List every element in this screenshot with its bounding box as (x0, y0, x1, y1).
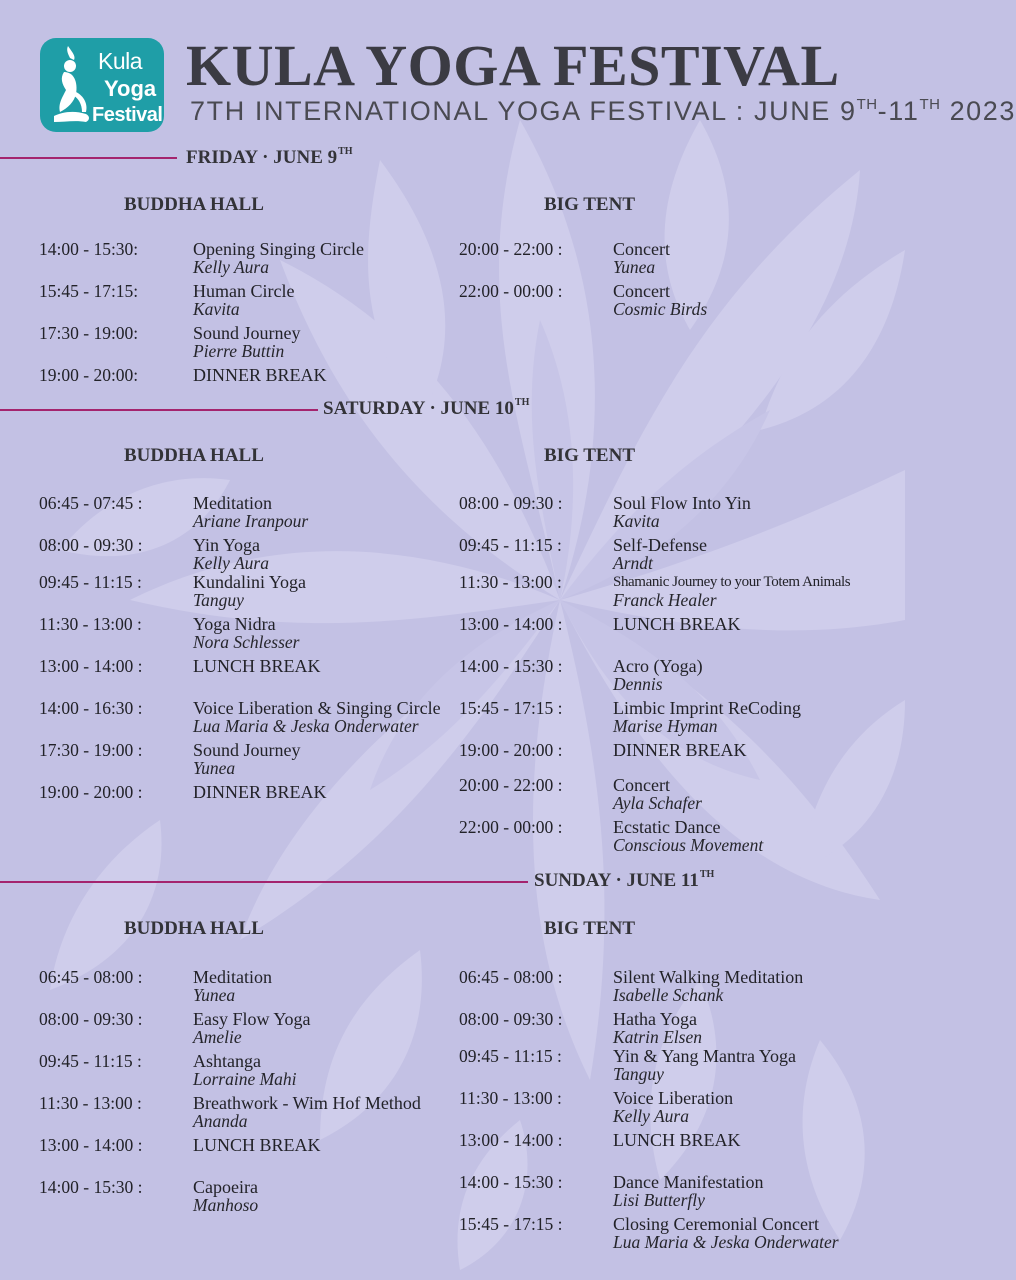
session-activity: Yoga Nidra (193, 614, 276, 634)
session-leader: Nora Schlesser (193, 632, 300, 652)
yoga-pose-icon (46, 42, 98, 128)
session-activity: Human Circle (193, 281, 295, 301)
session-time: 08:00 - 09:30 : (39, 1009, 143, 1029)
session-activity: Capoeira (193, 1177, 258, 1197)
session-time: 15:45 - 17:15: (39, 281, 139, 301)
venue-heading: BUDDHA HALL (124, 194, 264, 215)
session-activity: DINNER BREAK (193, 782, 327, 802)
session-activity: Meditation (193, 493, 272, 513)
session-leader: Yunea (613, 257, 656, 277)
session-activity: Limbic Imprint ReCoding (613, 698, 801, 718)
subtitle-main: 7TH INTERNATIONAL YOGA FESTIVAL : JUNE 9 (190, 96, 857, 126)
session-time: 17:30 - 19:00: (39, 323, 139, 343)
session-activity: Shamanic Journey to your Totem Animals (613, 574, 851, 590)
session-activity: DINNER BREAK (193, 365, 327, 385)
session-leader: Cosmic Birds (613, 299, 708, 319)
day-heading (186, 146, 353, 169)
session-leader: Conscious Movement (613, 835, 764, 855)
session-leader: Manhoso (193, 1195, 259, 1215)
session-leader: Ayla Schafer (613, 793, 702, 813)
session-activity: LUNCH BREAK (613, 1130, 741, 1150)
day-label-sup: TH (699, 869, 715, 880)
session-activity: Concert (613, 239, 670, 259)
session-leader: Tanguy (193, 590, 244, 610)
session-activity: LUNCH BREAK (193, 656, 321, 676)
session-leader: Yunea (193, 758, 236, 778)
session-time: 19:00 - 20:00: (39, 365, 139, 385)
session-time: 08:00 - 09:30 : (39, 535, 143, 555)
session-activity: DINNER BREAK (613, 740, 747, 760)
session-activity: Sound Journey (193, 740, 301, 760)
venue-heading: BUDDHA HALL (124, 445, 264, 466)
session-activity: Ecstatic Dance (613, 817, 721, 837)
session-time: 11:30 - 13:00 : (459, 572, 562, 592)
day-heading (534, 869, 714, 892)
day-label: FRIDAY · JUNE 9 (186, 147, 338, 168)
session-time: 20:00 - 22:00 : (459, 239, 563, 259)
session-leader: Yunea (193, 985, 236, 1005)
session-activity: Self-Defense (613, 535, 707, 555)
session-time: 13:00 - 14:00 : (459, 614, 563, 634)
session-activity: Sound Journey (193, 323, 301, 343)
session-time: 09:45 - 11:15 : (459, 535, 562, 555)
session-time: 06:45 - 07:45 : (39, 493, 143, 513)
day-divider (0, 409, 318, 411)
session-activity: Concert (613, 775, 670, 795)
subtitle-year: 2023 (940, 96, 1016, 126)
subtitle-sup-2: TH (919, 96, 941, 113)
session-activity: Closing Ceremonial Concert (613, 1214, 819, 1234)
session-time: 09:45 - 11:15 : (39, 572, 142, 592)
session-time: 14:00 - 15:30 : (459, 656, 563, 676)
session-leader: Lua Maria & Jeska Onderwater (193, 716, 419, 736)
session-activity: Voice Liberation & Singing Circle (193, 698, 441, 718)
session-time: 13:00 - 14:00 : (39, 1135, 143, 1155)
day-divider (0, 157, 177, 159)
session-activity: LUNCH BREAK (613, 614, 741, 634)
subtitle-dash: -11 (877, 96, 920, 126)
session-time: 19:00 - 20:00 : (39, 782, 143, 802)
session-activity: Yin Yoga (193, 535, 261, 555)
page-title: KULA YOGA FESTIVAL (186, 33, 840, 98)
session-leader: Katrin Elsen (613, 1027, 702, 1047)
session-time: 08:00 - 09:30 : (459, 493, 563, 513)
session-time: 14:00 - 15:30: (39, 239, 139, 259)
venue-heading: BIG TENT (544, 194, 635, 215)
session-time: 13:00 - 14:00 : (39, 656, 143, 676)
session-leader: Lisi Butterfly (613, 1190, 705, 1210)
venue-heading: BIG TENT (544, 918, 635, 939)
session-activity: Ashtanga (193, 1051, 261, 1071)
session-activity: Breathwork - Wim Hof Method (193, 1093, 421, 1113)
session-activity: Dance Manifestation (613, 1172, 764, 1192)
session-leader: Marise Hyman (613, 716, 718, 736)
session-activity: Yin & Yang Mantra Yoga (613, 1046, 797, 1066)
festival-logo (40, 38, 164, 132)
venue-heading: BIG TENT (544, 445, 635, 466)
session-leader: Amelie (193, 1027, 242, 1047)
session-leader: Arndt (613, 553, 653, 573)
day-label: SUNDAY · JUNE 11 (534, 870, 699, 891)
session-time: 22:00 - 00:00 : (459, 281, 563, 301)
logo-text-festival: Festival (92, 104, 163, 126)
session-time: 15:45 - 17:15 : (459, 698, 563, 718)
session-time: 11:30 - 13:00 : (39, 1093, 142, 1113)
session-time: 06:45 - 08:00 : (459, 967, 563, 987)
session-time: 11:30 - 13:00 : (459, 1088, 562, 1108)
session-time: 14:00 - 15:30 : (459, 1172, 563, 1192)
day-heading (323, 397, 529, 420)
venue-heading: BUDDHA HALL (124, 918, 264, 939)
session-leader: Ariane Iranpour (193, 511, 309, 531)
session-time: 13:00 - 14:00 : (459, 1130, 563, 1150)
session-time: 06:45 - 08:00 : (39, 967, 143, 987)
session-leader: Lua Maria & Jeska Onderwater (613, 1232, 839, 1252)
session-time: 17:30 - 19:00 : (39, 740, 143, 760)
session-time: 09:45 - 11:15 : (39, 1051, 142, 1071)
page-subtitle (190, 96, 1016, 127)
session-activity: LUNCH BREAK (193, 1135, 321, 1155)
logo-text-kula: Kula (98, 48, 143, 74)
session-time: 20:00 - 22:00 : (459, 775, 563, 795)
session-leader: Lorraine Mahi (193, 1069, 297, 1089)
day-label-sup: TH (514, 397, 530, 408)
session-time: 08:00 - 09:30 : (459, 1009, 563, 1029)
day-label: SATURDAY · JUNE 10 (323, 398, 514, 419)
session-activity: Opening Singing Circle (193, 239, 364, 259)
logo-text-yoga: Yoga (104, 76, 157, 101)
session-time: 09:45 - 11:15 : (459, 1046, 562, 1066)
session-time: 14:00 - 16:30 : (39, 698, 143, 718)
session-leader: Kavita (193, 299, 240, 319)
session-leader: Kavita (613, 511, 660, 531)
session-time: 22:00 - 00:00 : (459, 817, 563, 837)
subtitle-sup-1: TH (856, 96, 878, 113)
session-leader: Franck Healer (613, 590, 717, 610)
session-leader: Kelly Aura (193, 257, 269, 277)
session-leader: Pierre Buttin (193, 341, 285, 361)
day-divider (0, 881, 528, 883)
session-leader: Ananda (193, 1111, 248, 1131)
session-time: 19:00 - 20:00 : (459, 740, 563, 760)
session-time: 14:00 - 15:30 : (39, 1177, 143, 1197)
session-activity: Silent Walking Meditation (613, 967, 804, 987)
session-leader: Kelly Aura (613, 1106, 689, 1126)
session-leader: Isabelle Schank (613, 985, 724, 1005)
session-activity: Meditation (193, 967, 272, 987)
session-leader: Kelly Aura (193, 553, 269, 573)
session-activity: Concert (613, 281, 670, 301)
session-activity: Hatha Yoga (613, 1009, 697, 1029)
session-activity: Easy Flow Yoga (193, 1009, 311, 1029)
session-leader: Dennis (613, 674, 663, 694)
session-time: 15:45 - 17:15 : (459, 1214, 563, 1234)
session-activity: Kundalini Yoga (193, 572, 307, 592)
session-activity: Soul Flow Into Yin (613, 493, 751, 513)
session-activity: Acro (Yoga) (613, 656, 703, 676)
session-activity: Voice Liberation (613, 1088, 734, 1108)
session-time: 11:30 - 13:00 : (39, 614, 142, 634)
session-leader: Tanguy (613, 1064, 664, 1084)
day-label-sup: TH (338, 146, 353, 157)
